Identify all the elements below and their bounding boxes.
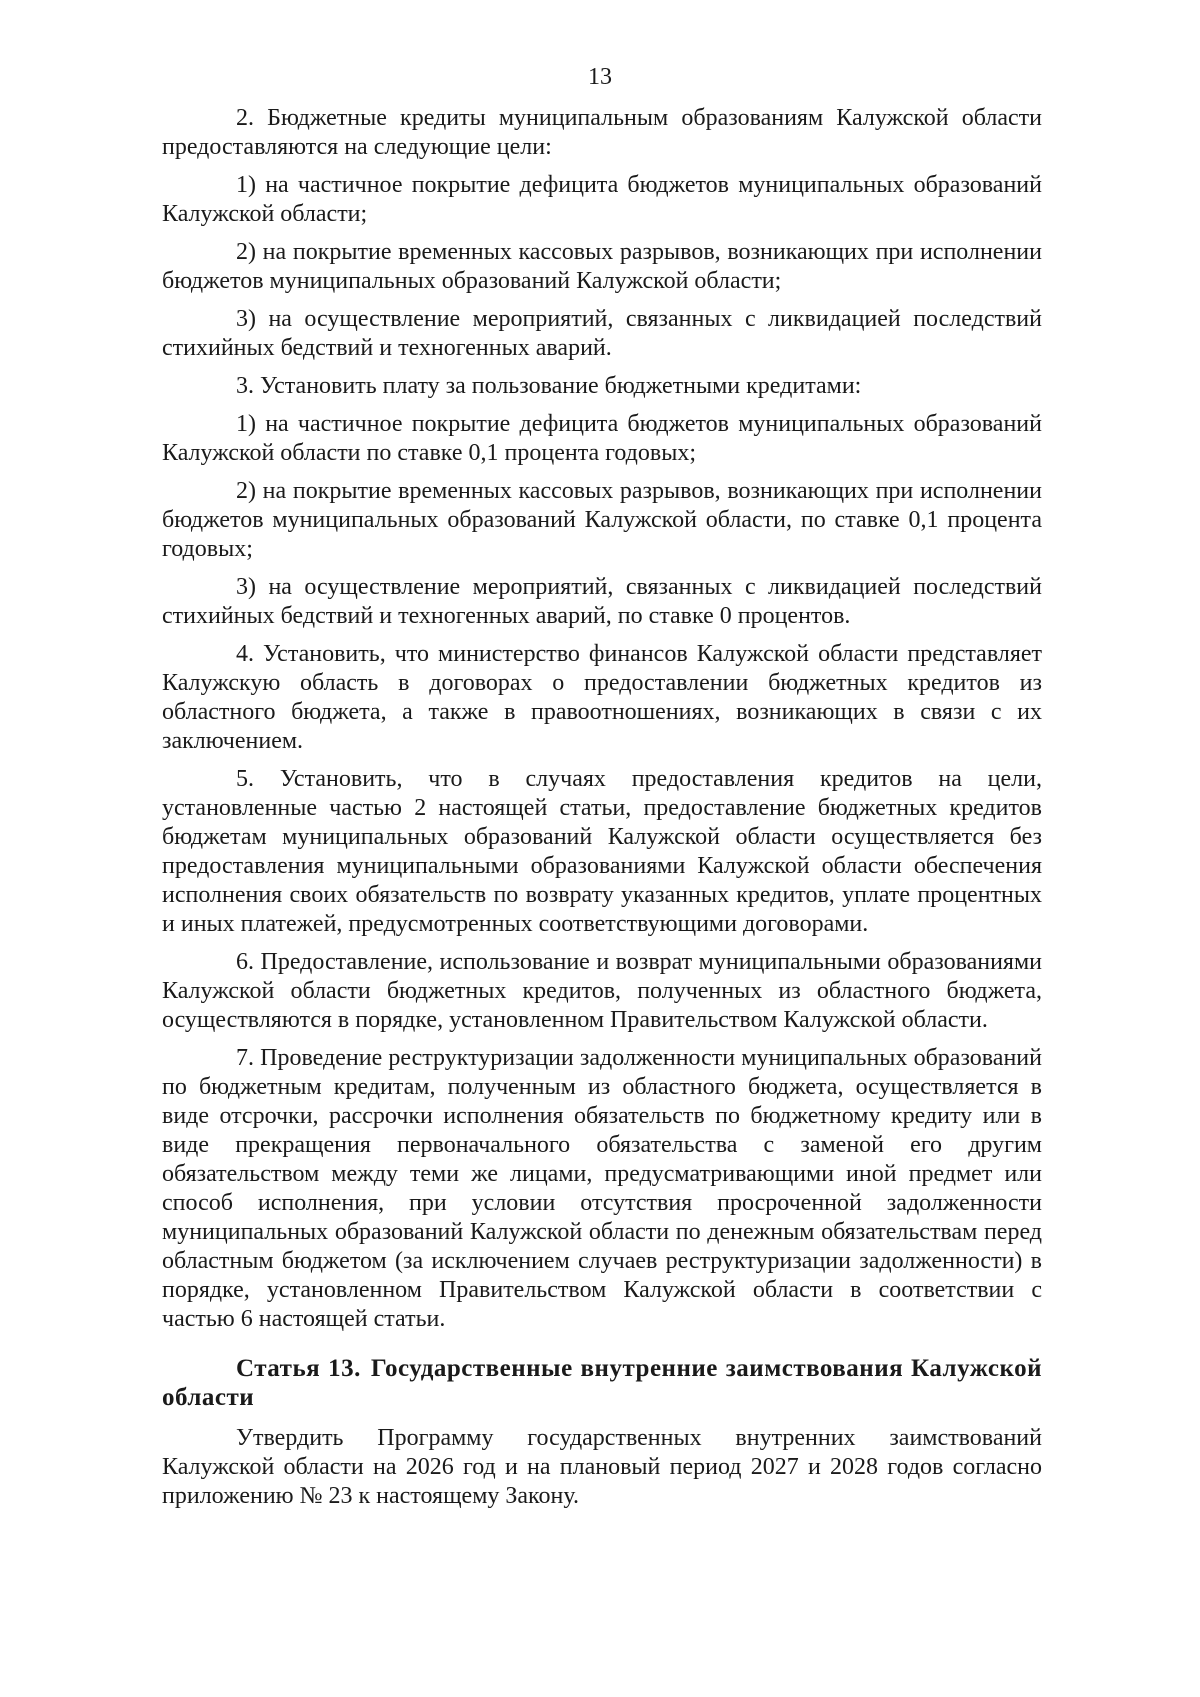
article-13-body: Утвердить Программу государственных внутренних заимствований Калужской области на 2026 год и на плановый период 2027 и 2028 годов согласно приложению № 23 к настоящему Закону. — [162, 1425, 1042, 1509]
paragraph-3-item-2: 2) на покрытие временных кассовых разрывов, возникающих при исполнении бюджетов муниципальных образований Калужской области, по ставке 0,1 процента годовых; — [162, 478, 1042, 562]
article-13-label: Статья 13. — [236, 1355, 361, 1382]
paragraph-3-item-1: 1) на частичное покрытие дефицита бюджетов муниципальных образований Калужской области по ставке 0,1 процента годовых; — [162, 411, 1042, 466]
paragraph-6: 6. Предоставление, использование и возврат муниципальными образованиями Калужской области бюджетных кредитов, полученных из областного бюджета, осуществляются в порядке, установленном Правительством Калужской области. — [162, 949, 1042, 1033]
article-13-title: Государственные внутренние заимствования Калужской области — [162, 1355, 1042, 1411]
paragraph-2-item-2: 2) на покрытие временных кассовых разрывов, возникающих при исполнении бюджетов муниципальных образований Калужской области; — [162, 239, 1042, 294]
paragraph-2-item-1: 1) на частичное покрытие дефицита бюджетов муниципальных образований Калужской области; — [162, 172, 1042, 227]
paragraph-3-intro: 3. Установить плату за пользование бюджетными кредитами: — [236, 373, 862, 399]
paragraph-3-item-3: 3) на осуществление мероприятий, связанных с ликвидацией последствий стихийных бедствий и техногенных аварий, по ставке 0 процентов. — [162, 574, 1042, 629]
paragraph-4: 4. Установить, что министерство финансов Калужской области представляет Калужскую область в договорах о предоставлении бюджетных кредитов из областного бюджета, а также в правоотношениях, возникающих в связи с их заключением. — [162, 641, 1042, 754]
paragraph-2-item-3: 3) на осуществление мероприятий, связанных с ликвидацией последствий стихийных бедствий и техногенных аварий. — [162, 306, 1042, 361]
paragraph-2-intro: 2. Бюджетные кредиты муниципальным образованиям Калужской области предоставляются на следующие цели: — [162, 105, 1042, 160]
paragraph-7: 7. Проведение реструктуризации задолженности муниципальных образований по бюджетным кредитам, полученным из областного бюджета, осуществляется в виде отсрочки, рассрочки исполнения обязательств по бюджетному кредиту или в виде прекращения первоначального обязательства с заменой его другим обязательством между теми же лицами, предусматривающими иной предмет или способ исполнения, при условии отсутствия просроченной задолженности муниципальных образований Калужской области по денежным обязательствам перед областным бюджетом (за исключением случаев реструктуризации задолженности) в порядке, установленном Правительством Калужской области в соответствии с частью 6 настоящей статьи. — [162, 1045, 1042, 1332]
paragraph-5: 5. Установить, что в случаях предоставления кредитов на цели, установленные частью 2 настоящей статьи, предоставление бюджетных кредитов бюджетам муниципальных образований Калужской области осуществляется без предоставления муниципальными образованиями Калужской области обеспечения исполнения своих обязательств по возврату указанных кредитов, уплате процентных и иных платежей, предусмотренных соответствующими договорами. — [162, 766, 1042, 937]
page-number: 13 — [588, 64, 612, 90]
document-body — [162, 104, 1042, 1520]
article-13-heading — [162, 1354, 1042, 1412]
